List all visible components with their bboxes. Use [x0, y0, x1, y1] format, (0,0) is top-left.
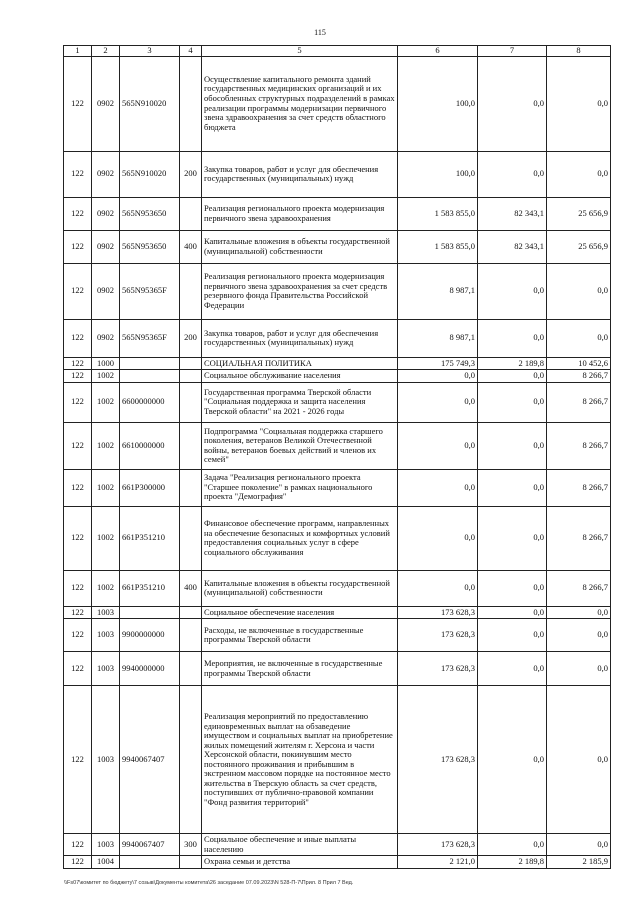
table-cell-c8: 0,0 — [547, 263, 611, 319]
table-cell-c7: 82 343,1 — [478, 197, 547, 230]
table-cell-c8: 0,0 — [547, 619, 611, 652]
table-row — [64, 652, 611, 686]
table-cell-c4: 300 — [180, 834, 202, 856]
table-cell-c1: 122 — [64, 570, 92, 606]
table-cell-c6: 0,0 — [398, 570, 478, 606]
table-cell-c3: 661P351210 — [120, 506, 180, 570]
table-row — [64, 570, 611, 606]
table-cell-c3: 9940067407 — [120, 834, 180, 856]
table-cell-c1: 122 — [64, 619, 92, 652]
table-cell-c3: 565N95365F — [120, 319, 180, 357]
table-cell-c3 — [120, 606, 180, 619]
header-cell: 2 — [92, 46, 120, 57]
table-cell-c2: 0902 — [92, 151, 120, 197]
table-cell-c4 — [180, 506, 202, 570]
table-cell-c7: 0,0 — [478, 319, 547, 357]
table-cell-c3: 565N910020 — [120, 151, 180, 197]
table-row — [64, 506, 611, 570]
table-cell-c3 — [120, 856, 180, 869]
table-cell-c7: 0,0 — [478, 469, 547, 506]
table-cell-c1: 122 — [64, 606, 92, 619]
table-cell-c4 — [180, 382, 202, 422]
table-cell-c5: Реализация регионального проекта модернизация первичного звена здравоохранения за счет средств резервного фонда Правительства Российской Федерации — [202, 263, 398, 319]
header-row — [64, 46, 611, 57]
table-cell-c4 — [180, 357, 202, 370]
table-cell-c7: 0,0 — [478, 570, 547, 606]
table-row — [64, 382, 611, 422]
table-row — [64, 357, 611, 370]
table-cell-c2: 1003 — [92, 652, 120, 686]
table-cell-c5: Охрана семьи и детства — [202, 856, 398, 869]
header-cell: 5 — [202, 46, 398, 57]
table-cell-c1: 122 — [64, 422, 92, 469]
table-cell-c8: 0,0 — [547, 652, 611, 686]
table-cell-c5: Подпрограмма "Социальная поддержка старшего поколения, ветеранов Великой Отечественной войны, ветеранов боевых действий и членов их семей" — [202, 422, 398, 469]
header-cell: 7 — [478, 46, 547, 57]
table-cell-c6: 1 583 855,0 — [398, 230, 478, 263]
table-cell-c4 — [180, 619, 202, 652]
table-cell-c6: 173 628,3 — [398, 686, 478, 834]
table-cell-c5: Мероприятия, не включенные в государственные программы Тверской области — [202, 652, 398, 686]
header-cell: 8 — [547, 46, 611, 57]
table-cell-c5: Капитальные вложения в объекты государственной (муниципальной) собственности — [202, 230, 398, 263]
table-cell-c4 — [180, 606, 202, 619]
table-cell-c1: 122 — [64, 856, 92, 869]
table-cell-c8: 0,0 — [547, 606, 611, 619]
table-cell-c4: 400 — [180, 570, 202, 606]
table-cell-c3: 565N953650 — [120, 230, 180, 263]
table-cell-c4 — [180, 370, 202, 383]
table-cell-c3 — [120, 357, 180, 370]
table-cell-c2: 1002 — [92, 382, 120, 422]
table-cell-c4 — [180, 422, 202, 469]
table-cell-c1: 122 — [64, 56, 92, 151]
table-row — [64, 469, 611, 506]
table-cell-c6: 173 628,3 — [398, 834, 478, 856]
page-number: 115 — [314, 28, 326, 37]
table-cell-c5: СОЦИАЛЬНАЯ ПОЛИТИКА — [202, 357, 398, 370]
table-cell-c8: 0,0 — [547, 56, 611, 151]
table-row — [64, 422, 611, 469]
table-cell-c5: Социальное обеспечение населения — [202, 606, 398, 619]
table-cell-c8: 8 266,7 — [547, 469, 611, 506]
table-cell-c5: Реализация мероприятий по предоставлению единовременных выплат на обзаведение имуществом и социальных выплат на приобретение жилых помещений жителям г. Херсона и части Херсонской области, покинувшим место постоянного проживания и прибывшим в экстренном массовом порядке на постоянное место жительства в Тверскую область за счет средств, поступивших от публично-правовой компании "Фонд развития территорий" — [202, 686, 398, 834]
header-cell: 1 — [64, 46, 92, 57]
table-cell-c8: 8 266,7 — [547, 370, 611, 383]
table-cell-c6: 173 628,3 — [398, 619, 478, 652]
table-cell-c2: 1000 — [92, 357, 120, 370]
table-row — [64, 56, 611, 151]
table-cell-c6: 173 628,3 — [398, 606, 478, 619]
table-cell-c1: 122 — [64, 652, 92, 686]
table-row — [64, 856, 611, 869]
table-cell-c6: 2 121,0 — [398, 856, 478, 869]
table-cell-c1: 122 — [64, 319, 92, 357]
table-cell-c1: 122 — [64, 151, 92, 197]
header-cell: 3 — [120, 46, 180, 57]
table-cell-c7: 0,0 — [478, 151, 547, 197]
table-cell-c5: Закупка товаров, работ и услуг для обеспечения государственных (муниципальных) нужд — [202, 151, 398, 197]
table-cell-c8: 8 266,7 — [547, 506, 611, 570]
table-cell-c3: 565N910020 — [120, 56, 180, 151]
table-cell-c2: 1003 — [92, 619, 120, 652]
table-cell-c7: 0,0 — [478, 422, 547, 469]
table-cell-c6: 0,0 — [398, 469, 478, 506]
table-cell-c3: 661P300000 — [120, 469, 180, 506]
table-cell-c3: 6600000000 — [120, 382, 180, 422]
table-cell-c3: 9940000000 — [120, 652, 180, 686]
table-cell-c3: 6610000000 — [120, 422, 180, 469]
table-cell-c8: 8 266,7 — [547, 422, 611, 469]
table-cell-c2: 0902 — [92, 56, 120, 151]
table-cell-c4: 200 — [180, 319, 202, 357]
table-cell-c6: 100,0 — [398, 151, 478, 197]
table-row — [64, 197, 611, 230]
table-cell-c5: Финансовое обеспечение программ, направленных на обеспечение безопасных и комфортных условий предоставления социальных услуг в сфере социального обслуживания — [202, 506, 398, 570]
table-cell-c5: Задача "Реализация регионального проекта "Старшее поколение" в рамках национального проекта "Демография" — [202, 469, 398, 506]
table-cell-c5: Закупка товаров, работ и услуг для обеспечения государственных (муниципальных) нужд — [202, 319, 398, 357]
table-cell-c2: 1002 — [92, 570, 120, 606]
file-path-footer: \\Fs07\комитет по бюджету\7 созыв\Документы комитета\26 заседание 07.09.2023\N 528-П-7\Прил. 8 Прил 7 Вед. — [64, 880, 354, 886]
table-cell-c8: 25 656,9 — [547, 230, 611, 263]
table-cell-c5: Расходы, не включенные в государственные программы Тверской области — [202, 619, 398, 652]
table-cell-c6: 100,0 — [398, 56, 478, 151]
table-cell-c7: 0,0 — [478, 382, 547, 422]
table-row — [64, 606, 611, 619]
table-cell-c2: 1004 — [92, 856, 120, 869]
table-cell-c6: 0,0 — [398, 370, 478, 383]
table-cell-c4: 200 — [180, 151, 202, 197]
table-cell-c7: 0,0 — [478, 834, 547, 856]
header-cell: 4 — [180, 46, 202, 57]
table-cell-c8: 2 185,9 — [547, 856, 611, 869]
table-cell-c7: 0,0 — [478, 370, 547, 383]
table-cell-c1: 122 — [64, 263, 92, 319]
table-cell-c6: 8 987,1 — [398, 319, 478, 357]
table-cell-c1: 122 — [64, 370, 92, 383]
table-cell-c2: 1002 — [92, 469, 120, 506]
table-cell-c6: 8 987,1 — [398, 263, 478, 319]
table-cell-c8: 25 656,9 — [547, 197, 611, 230]
table-cell-c3 — [120, 370, 180, 383]
table-cell-c1: 122 — [64, 834, 92, 856]
table-cell-c4: 400 — [180, 230, 202, 263]
table-cell-c1: 122 — [64, 686, 92, 834]
table-cell-c2: 0902 — [92, 230, 120, 263]
table-cell-c8: 10 452,6 — [547, 357, 611, 370]
table-cell-c4 — [180, 263, 202, 319]
table-cell-c1: 122 — [64, 357, 92, 370]
table-cell-c2: 0902 — [92, 197, 120, 230]
table-row — [64, 834, 611, 856]
table-cell-c6: 0,0 — [398, 422, 478, 469]
table-cell-c4 — [180, 469, 202, 506]
table-cell-c2: 1003 — [92, 606, 120, 619]
table-cell-c7: 0,0 — [478, 56, 547, 151]
table-cell-c1: 122 — [64, 197, 92, 230]
table-cell-c8: 0,0 — [547, 834, 611, 856]
table-cell-c8: 0,0 — [547, 151, 611, 197]
table-cell-c7: 2 189,8 — [478, 357, 547, 370]
table-row — [64, 686, 611, 834]
table-cell-c5: Реализация регионального проекта модернизация первичного звена здравоохранения — [202, 197, 398, 230]
table-cell-c3: 9940067407 — [120, 686, 180, 834]
table-cell-c8: 0,0 — [547, 319, 611, 357]
budget-table — [63, 45, 611, 869]
table-cell-c5: Государственная программа Тверской области "Социальная поддержка и защита населения Тверской области" на 2021 - 2026 годы — [202, 382, 398, 422]
table-cell-c8: 0,0 — [547, 686, 611, 834]
table-cell-c7: 82 343,1 — [478, 230, 547, 263]
table-cell-c2: 0902 — [92, 319, 120, 357]
table-cell-c6: 0,0 — [398, 506, 478, 570]
table-cell-c1: 122 — [64, 230, 92, 263]
table-cell-c4 — [180, 652, 202, 686]
table-cell-c8: 8 266,7 — [547, 570, 611, 606]
table-row — [64, 151, 611, 197]
table-cell-c2: 1002 — [92, 370, 120, 383]
table-cell-c3: 565N95365F — [120, 263, 180, 319]
table-row — [64, 263, 611, 319]
table-cell-c3: 661P351210 — [120, 570, 180, 606]
table-cell-c1: 122 — [64, 469, 92, 506]
table-cell-c7: 0,0 — [478, 506, 547, 570]
table-cell-c8: 8 266,7 — [547, 382, 611, 422]
table-cell-c6: 0,0 — [398, 382, 478, 422]
table-cell-c6: 1 583 855,0 — [398, 197, 478, 230]
table-cell-c3: 9900000000 — [120, 619, 180, 652]
table-cell-c5: Капитальные вложения в объекты государственной (муниципальной) собственности — [202, 570, 398, 606]
header-cell: 6 — [398, 46, 478, 57]
table-cell-c7: 0,0 — [478, 263, 547, 319]
table-cell-c7: 0,0 — [478, 652, 547, 686]
table-cell-c4 — [180, 856, 202, 869]
table-cell-c7: 0,0 — [478, 606, 547, 619]
table-cell-c2: 1002 — [92, 422, 120, 469]
table-row — [64, 370, 611, 383]
table-cell-c3: 565N953650 — [120, 197, 180, 230]
table-row — [64, 230, 611, 263]
table-cell-c7: 0,0 — [478, 686, 547, 834]
table-cell-c1: 122 — [64, 382, 92, 422]
table-cell-c7: 2 189,8 — [478, 856, 547, 869]
table-row — [64, 319, 611, 357]
table-cell-c2: 1002 — [92, 506, 120, 570]
table-cell-c4 — [180, 686, 202, 834]
table-row — [64, 619, 611, 652]
table-cell-c4 — [180, 56, 202, 151]
table-cell-c7: 0,0 — [478, 619, 547, 652]
table-cell-c6: 173 628,3 — [398, 652, 478, 686]
table-cell-c5: Социальное обслуживание населения — [202, 370, 398, 383]
table-cell-c2: 1003 — [92, 834, 120, 856]
table-cell-c1: 122 — [64, 506, 92, 570]
table-cell-c2: 0902 — [92, 263, 120, 319]
table-cell-c5: Осуществление капитального ремонта зданий государственных медицинских организаций и их обособленных структурных подразделений в рамках реализации программы модернизации первичного звена здравоохранения за счет средств областного бюджета — [202, 56, 398, 151]
table-cell-c6: 175 749,3 — [398, 357, 478, 370]
table-cell-c2: 1003 — [92, 686, 120, 834]
table-cell-c4 — [180, 197, 202, 230]
table-cell-c5: Социальное обеспечение и иные выплаты населению — [202, 834, 398, 856]
